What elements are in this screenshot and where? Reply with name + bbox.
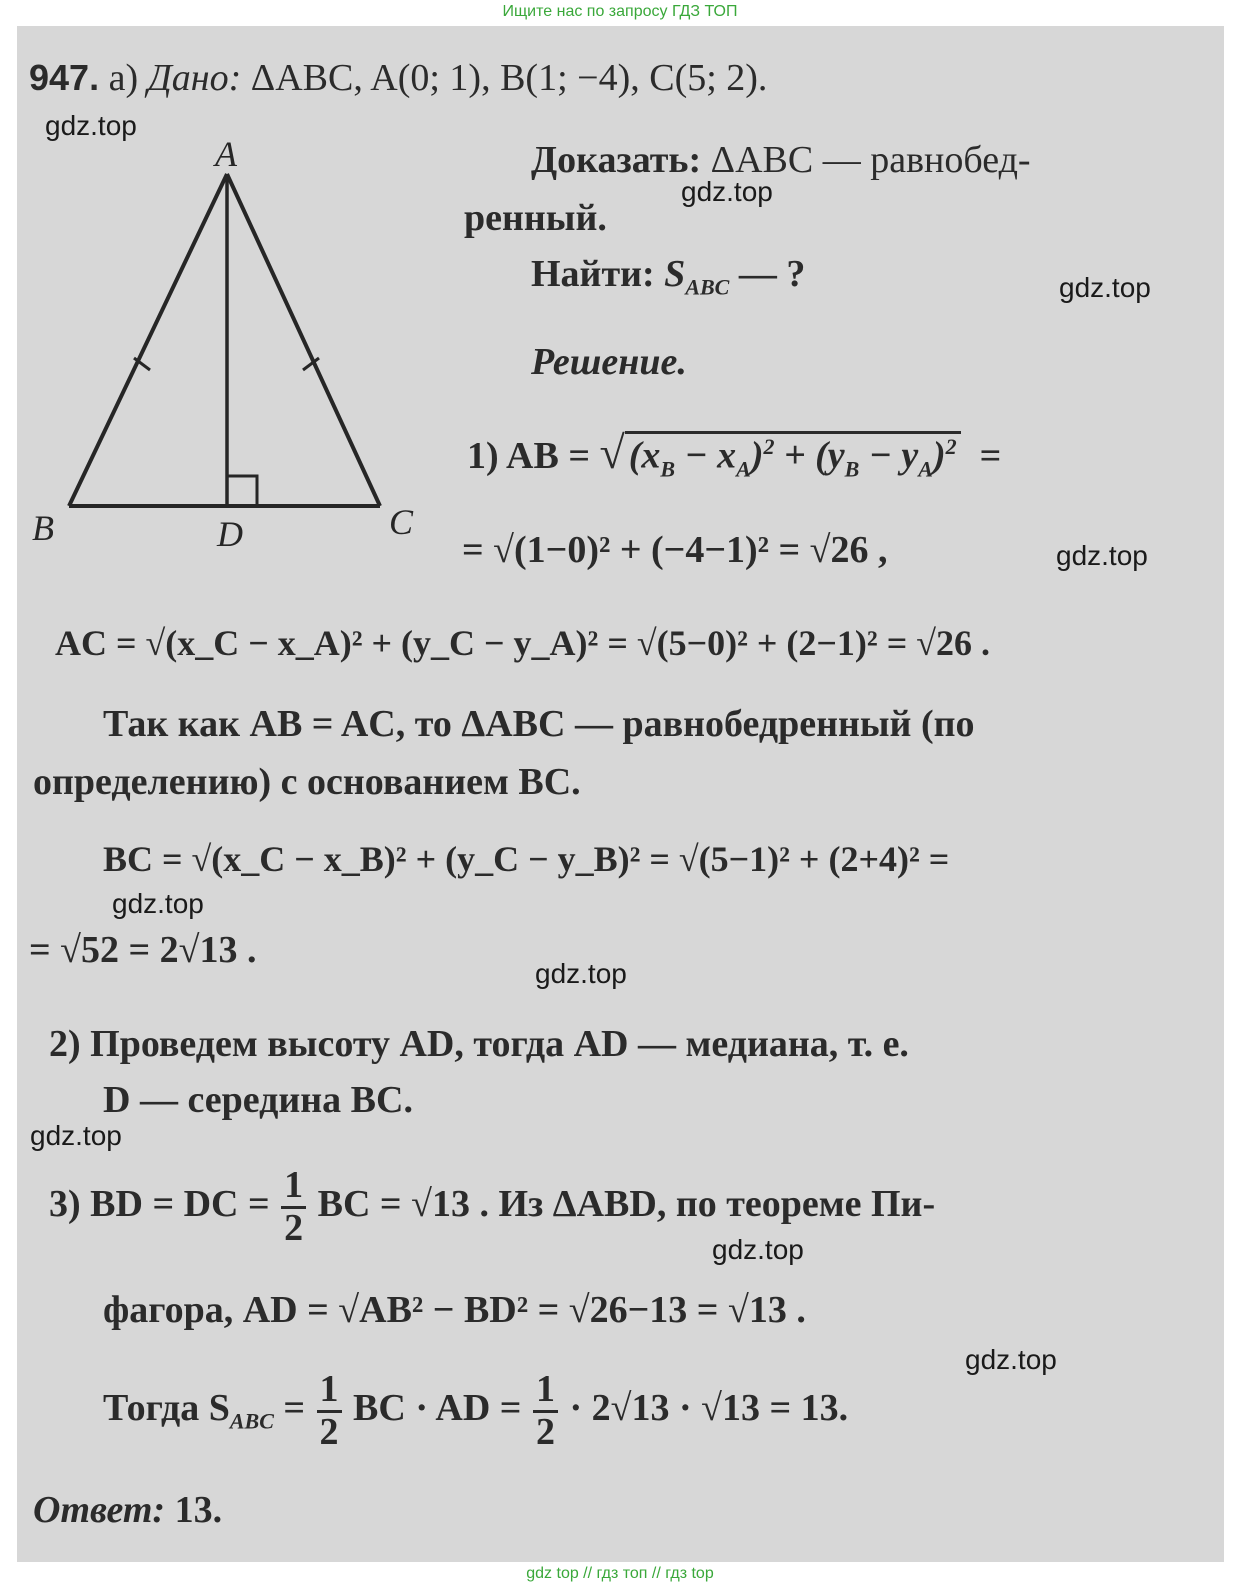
prove-line-1 <box>531 138 1031 182</box>
vertex-label-c: C <box>389 502 414 542</box>
half-fraction-3: $\frac{1}{2}$ <box>533 1370 558 1453</box>
find-label: Найти: <box>531 253 655 295</box>
step3-mid: BC = √13 . Из ΔABD, по теореме Пи- <box>317 1183 936 1226</box>
prove-line-2 <box>464 196 607 240</box>
find-line <box>531 252 805 301</box>
solution-label: Решение. <box>531 341 687 383</box>
vertex-label-b: B <box>32 508 54 548</box>
watermark: gdz.top <box>1059 272 1151 303</box>
then-rest-1: = <box>273 1387 306 1430</box>
watermark: gdz.top <box>1056 540 1148 571</box>
problem-part: а) <box>108 57 139 99</box>
watermark: gdz.top <box>681 176 773 207</box>
then-sub: ABC <box>229 1408 274 1434</box>
step3-line-2: фагора, AD = √AB² − BD² = √26−13 = √13 . <box>103 1289 806 1331</box>
find-sub: ABC <box>685 274 730 300</box>
ab-result: = √(1−0)² + (−4−1)² = √26 , <box>462 529 888 571</box>
watermark: gdz.top <box>112 888 204 919</box>
footer-sep-2: // <box>647 1565 666 1582</box>
vertex-label-a: A <box>215 136 237 174</box>
bc-result: = √52 = 2√13 . <box>29 929 257 971</box>
bc-line: BC = √(x_C − x_B)² + (y_C − y_B)² = √(5−1)² + (2+4)² = <box>103 839 950 879</box>
find-tail: — ? <box>729 253 806 295</box>
step3-line-3 <box>103 1370 848 1453</box>
right-angle-mark <box>227 476 257 506</box>
step2-line-2: D — середина BC. <box>103 1079 413 1121</box>
prove-text-1: ΔABC — равнобед- <box>710 139 1031 181</box>
textbook-page <box>17 26 1224 1562</box>
side-ab <box>69 174 227 506</box>
answer-line <box>33 1488 222 1532</box>
step2-line-1: 2) Проведем высоту AD, тогда AD — медиана, т. е. <box>49 1023 909 1065</box>
then-rest-3: · 2√13 · √13 = 13. <box>569 1387 849 1430</box>
ab-prefix: 1) AB = <box>467 435 590 477</box>
footer-link-1[interactable]: gdz top <box>526 1565 579 1582</box>
given-label: Дано: <box>147 57 242 99</box>
top-banner[interactable] <box>0 0 1240 26</box>
ac-line: AC = √(x_C − x_A)² + (y_C − y_A)² = √(5−0)² + (2−1)² = √26 . <box>55 623 990 663</box>
watermark: gdz.top <box>30 1120 122 1151</box>
given-text: ΔABC, A(0; 1), B(1; −4), C(5; 2). <box>250 57 768 99</box>
top-banner-text[interactable]: Ищите нас по запросу ГДЗ ТОП <box>502 3 738 20</box>
since-line-1: Так как AB = AC, то ΔABC — равнобедренный (по <box>103 703 975 745</box>
radical-sign: √ <box>599 427 625 478</box>
prove-label: Доказать: <box>531 139 702 181</box>
ab-radicand: $(x_B - x_A)^2 + (y_B - y_A)^2$ <box>625 431 961 482</box>
since-line-2: определению) с основанием BC. <box>33 761 581 803</box>
answer-label: Ответ: <box>33 1489 166 1531</box>
triangle-figure <box>17 136 437 556</box>
answer-value: 13. <box>174 1489 223 1531</box>
footer-link-3[interactable]: гдз top <box>665 1565 714 1582</box>
side-ac <box>227 174 380 506</box>
footer-links <box>0 1562 1240 1589</box>
watermark: gdz.top <box>45 110 137 141</box>
watermark: gdz.top <box>712 1234 804 1265</box>
then-rest-2: BC · AD = <box>353 1387 522 1430</box>
find-s: S <box>664 253 686 295</box>
step3-prefix: 3) BD = DC = <box>49 1183 270 1226</box>
half-fraction: $\frac{1}{2}$ <box>281 1166 306 1249</box>
half-fraction-2: $\frac{1}{2}$ <box>317 1370 342 1453</box>
problem-number: 947. <box>29 57 100 98</box>
then-s: Тогда S <box>103 1387 230 1430</box>
ab-eq: = <box>970 435 1002 477</box>
footer-sep-1: // <box>578 1565 597 1582</box>
vertex-label-d: D <box>217 514 243 554</box>
footer-link-2[interactable]: гдз топ <box>596 1565 648 1582</box>
watermark: gdz.top <box>535 958 627 989</box>
watermark: gdz.top <box>965 1344 1057 1375</box>
problem-header <box>29 56 767 100</box>
prove-text-2: ренный. <box>464 197 607 239</box>
ab-formula <box>467 426 1001 482</box>
